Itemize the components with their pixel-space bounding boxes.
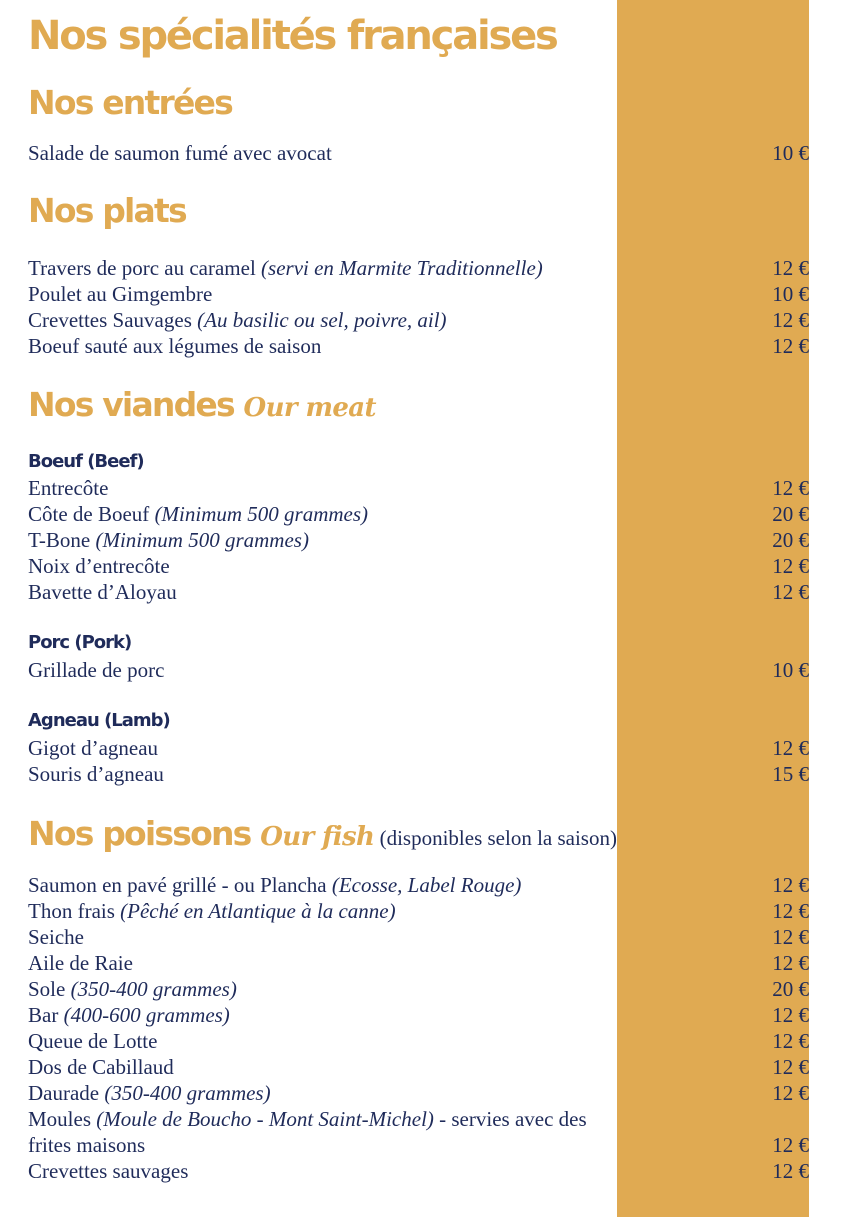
- item-price: 10 €: [772, 141, 809, 165]
- menu-item: [28, 333, 809, 359]
- section-note: (disponibles selon la saison): [374, 826, 617, 850]
- menu-item: [28, 1106, 809, 1158]
- item-price: 12 €: [772, 256, 809, 280]
- menu-item: [28, 1080, 809, 1106]
- item-name: Grillade de porc: [28, 658, 165, 682]
- item-price: 12 €: [772, 554, 809, 578]
- menu-item: [28, 898, 809, 924]
- item-name: Dos de Cabillaud: [28, 1055, 174, 1079]
- menu-item: [28, 950, 809, 976]
- item-name: Saumon en pavé grillé - ou Plancha (Ecosse, Label Rouge): [28, 873, 522, 897]
- group-title-porc: Porc (Pork): [28, 632, 132, 653]
- item-name: Daurade (350-400 grammes): [28, 1081, 271, 1105]
- item-name: Noix d’entrecôte: [28, 554, 170, 578]
- item-name: T-Bone (Minimum 500 grammes): [28, 528, 309, 552]
- item-name: Sole (350-400 grammes): [28, 977, 237, 1001]
- item-name: Queue de Lotte: [28, 1029, 158, 1053]
- page-title: Nos spécialités françaises: [28, 13, 557, 59]
- item-price: 15 €: [772, 762, 809, 786]
- item-price: 12 €: [772, 873, 809, 897]
- menu-item: [28, 657, 809, 683]
- item-price: 12 €: [772, 1133, 809, 1157]
- item-name: Salade de saumon fumé avec avocat: [28, 141, 332, 165]
- menu-item: [28, 735, 809, 761]
- group-title-boeuf: Boeuf (Beef): [28, 451, 144, 472]
- item-name: Bavette d’Aloyau: [28, 580, 177, 604]
- menu-item: [28, 527, 809, 553]
- item-name: Thon frais (Pêché en Atlantique à la canne): [28, 899, 396, 923]
- item-name: Poulet au Gimgembre: [28, 282, 213, 306]
- menu-item: [28, 1158, 809, 1184]
- item-name: Crevettes sauvages: [28, 1159, 189, 1183]
- menu-item: [28, 255, 809, 281]
- item-price: 12 €: [772, 1003, 809, 1027]
- item-price: 12 €: [772, 1055, 809, 1079]
- item-price: 10 €: [772, 282, 809, 306]
- menu-item: [28, 475, 809, 501]
- item-name: Seiche: [28, 925, 84, 949]
- section-title-poissons: Nos poissons Our fish (disponibles selon la saison): [28, 814, 617, 853]
- item-price: 12 €: [772, 1029, 809, 1053]
- item-name: Moules (Moule de Boucho - Mont Saint-Michel) - servies avec des frites maisons: [28, 1107, 587, 1157]
- item-name: Crevettes Sauvages (Au basilic ou sel, poivre, ail): [28, 308, 447, 332]
- menu-item: [28, 579, 809, 605]
- item-price: 12 €: [772, 951, 809, 975]
- menu-item: [28, 976, 809, 1002]
- item-price: 20 €: [772, 502, 809, 526]
- section-subtitle-en: Our meat: [243, 393, 376, 423]
- item-price: 20 €: [772, 528, 809, 552]
- item-price: 12 €: [772, 476, 809, 500]
- menu-item: [28, 1028, 809, 1054]
- menu-item: [28, 307, 809, 333]
- item-price: 12 €: [772, 308, 809, 332]
- item-price: 10 €: [772, 658, 809, 682]
- item-price: 12 €: [772, 580, 809, 604]
- item-price: 20 €: [772, 977, 809, 1001]
- menu-item: [28, 553, 809, 579]
- menu-item: [28, 761, 809, 787]
- item-name: Aile de Raie: [28, 951, 133, 975]
- item-name: Travers de porc au caramel (servi en Marmite Traditionnelle): [28, 256, 543, 280]
- item-name: Boeuf sauté aux légumes de saison: [28, 334, 322, 358]
- item-name: Entrecôte: [28, 476, 109, 500]
- section-title-viandes: Nos viandes Our meat: [28, 385, 376, 424]
- menu-item: [28, 872, 809, 898]
- menu-item: [28, 501, 809, 527]
- menu-item: [28, 140, 809, 166]
- item-name: Bar (400-600 grammes): [28, 1003, 230, 1027]
- item-price: 12 €: [772, 925, 809, 949]
- item-name: Côte de Boeuf (Minimum 500 grammes): [28, 502, 369, 526]
- section-title-entrees: Nos entrées: [28, 83, 232, 122]
- section-subtitle-en: Our fish: [260, 822, 375, 852]
- section-title-plats: Nos plats: [28, 191, 186, 230]
- menu-item: [28, 281, 809, 307]
- menu-item: [28, 924, 809, 950]
- item-price: 12 €: [772, 1159, 809, 1183]
- item-name: Gigot d’agneau: [28, 736, 159, 760]
- item-price: 12 €: [772, 1081, 809, 1105]
- menu-item: [28, 1002, 809, 1028]
- item-name: Souris d’agneau: [28, 762, 164, 786]
- menu-item: [28, 1054, 809, 1080]
- item-price: 12 €: [772, 334, 809, 358]
- group-title-agneau: Agneau (Lamb): [28, 710, 170, 731]
- item-price: 12 €: [772, 736, 809, 760]
- item-price: 12 €: [772, 899, 809, 923]
